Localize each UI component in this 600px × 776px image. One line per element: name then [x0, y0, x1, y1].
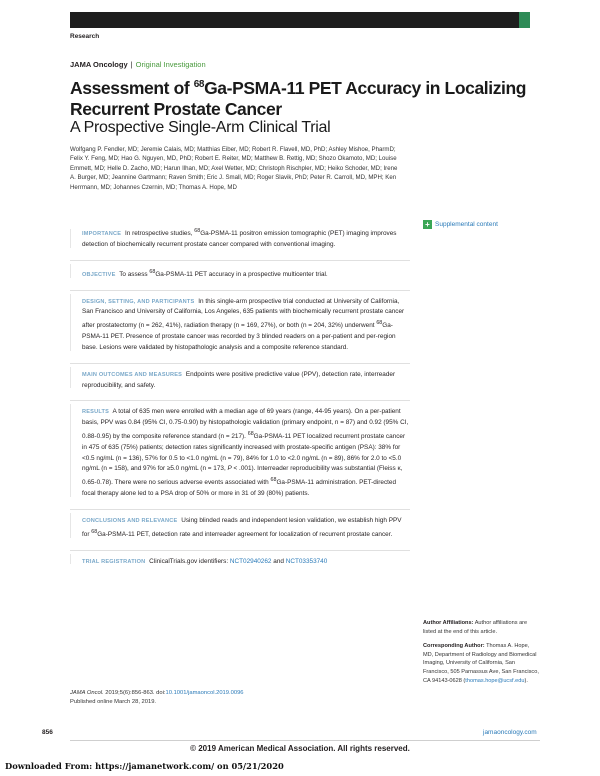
title-part: Ga-PSMA-11 PET Accuracy in Localizing: [204, 77, 527, 98]
email-link[interactable]: thomas.hope@ucsf.edu: [465, 677, 525, 684]
header-bar: [70, 12, 530, 28]
abstract-text: < .001). Interreader reproducibility was substantial (Fleiss κ, 0.65-0.78). There were no serious adverse events associated with: [82, 465, 403, 487]
citation-journal: JAMA Oncol.: [70, 690, 104, 696]
doi-link[interactable]: 10.1001/jamaoncol.2019.0096: [165, 690, 244, 696]
footer-divider: [70, 740, 540, 741]
published-date: Published online March 28, 2019.: [70, 698, 157, 705]
abstract-text: In this single-arm prospective trial conducted at University of California, San Francisco and University of California, Los Angeles, 635 patients with biochemically recurrent prostate cancer after prostatectomy (n = 262, 41%), radiation therapy (n = 169, 27%), or both (n = 204, 32%) underwent: [82, 297, 405, 330]
abstract-text: Ga-PSMA-11 PET localized recurrent prostate cancer in 475 of 635 (75%) patients; detection rates significantly increased with prostate-specific antigen (PSA): 38% for <0.5 ng/mL (n = 136), 57% for 0.5 to <1.0 ng/mL (n = 79), 84% for 1.0 to <2.0 ng/mL (n = 89), 86% for 2.0 to <5.0 ng/mL (n = 158), and 97% for ≥5.0 ng/mL (n = 173,: [82, 433, 406, 473]
abstract-text: In retrospective studies,: [124, 230, 193, 238]
header-accent-tab: [519, 12, 530, 28]
abstract-text: and: [273, 557, 284, 565]
abstract-text: A total of 635 men were enrolled with a median age of 69 years (range, 44-95 years). On a per-patient basis, PPV was 0.84 (95% CI, 0.75-0.90) by histopathologic validation (primary endpoint, n = 87) and 0.92 (95% CI, 0.88-0.95) by the composite reference standard (n = 217).: [82, 408, 409, 441]
title-sup: 68: [193, 79, 205, 90]
importance-label: IMPORTANCE: [82, 231, 122, 238]
abstract-text: Ga-PSMA-11 administration. PET-directed focal therapy alone led to a PSA drop of 50% or more in 31 of 39 (80%) patients.: [82, 479, 397, 498]
abstract-importance: [70, 226, 410, 251]
corresponding-author: [423, 642, 541, 685]
article-subtitle: A Prospective Single-Arm Clinical Trial: [70, 119, 331, 136]
abstract-sup: 68: [194, 228, 201, 234]
affiliations-note: [423, 619, 541, 636]
citation: [70, 689, 370, 706]
abstract-sup: 68: [247, 430, 254, 437]
abstract-text: Ga-PSMA-11 PET, detection rate and interreader agreement for localization of recurrent prostate cancer.: [97, 530, 393, 538]
author-affiliations: [423, 619, 541, 691]
abstract-results: [70, 400, 410, 500]
abstract-sup: 68: [91, 528, 98, 535]
page-number: 856: [42, 729, 53, 736]
abstract-conclusions: [70, 509, 410, 541]
title-part: Assessment of: [70, 77, 194, 98]
corresponding-text: Thomas A. Hope, MD, Department of Radiology and Biomedical Imaging, University of California, San Francisco, 505 Parnassus Ave, San Francisco, CA 94143-0628 (: [423, 643, 539, 684]
abstract-text: ClinicalTrials.gov identifiers:: [149, 557, 229, 565]
citation-details: 2019;5(6):856-863. doi:: [105, 690, 166, 696]
abstract-text: Endpoints were positive predictive value (PPV), detection rate, interreader reproducibility, and safety.: [82, 370, 396, 389]
abstract-design: [70, 290, 410, 354]
trial-id-link-2[interactable]: NCT03353740: [285, 557, 328, 565]
title-line2: Recurrent Prostate Cancer: [70, 98, 282, 119]
author-list: Wolfgang P. Fendler, MD; Jeremie Calais, MD; Matthias Eiber, MD; Robert R. Flavell, MD, PhD; Ashley Mishoe, PharmD; Felix Y. Feng, MD; Hao G. Nguyen, MD, PhD; Robert E. Reiter, MD; Matthew B. Rettig, MD; Shozo Okamoto, MD; Louise Emmett, MD; Helle D. Zacho, MD; Harun Ilhan, MD; Axel Wetter, MD; Christoph Rischpler, MD; Heiko Schoder, MD; Irene A. Burger, MD; Jeannine Gartmann; Raven Smith; Eric J. Small, MD; Roger Slavik, PhD; Peter R. Carroll, MD, MPH; Ken Herrmann, MD; Johannes Czernin, MD; Thomas A. Hope, MD: [70, 146, 398, 191]
abstract-text: To assess: [119, 270, 148, 278]
section-label: Research: [70, 33, 100, 40]
article-title: [70, 74, 540, 120]
affiliations-label: Author Affiliations:: [423, 620, 474, 626]
affiliations-text: Author affiliations are listed at the end of this article.: [423, 620, 528, 635]
abstract: [70, 226, 410, 576]
corresponding-text-end: ).: [524, 677, 528, 684]
abstract-sup: 68: [270, 477, 277, 484]
copyright-notice: © 2019 American Medical Association. All rights reserved.: [190, 744, 410, 753]
corresponding-label: Corresponding Author:: [423, 643, 485, 650]
journal-separator: |: [130, 60, 133, 69]
abstract-text: Ga-PSMA-11 PET. Presence of prostate cancer was recorded by 3 blinded readers on a per-patient and per-region base. Lesions were validated by histopathologic analysis and a composite reference standard.: [82, 322, 396, 351]
outcomes-label: MAIN OUTCOMES AND MEASURES: [82, 371, 183, 378]
abstract-text: Using blinded reads and independent lesion validation, we establish high PPV for: [82, 516, 402, 538]
abstract-sup: 68: [149, 268, 156, 275]
supplemental-label: Supplemental content: [435, 221, 498, 229]
site-link[interactable]: jamaoncology.com: [483, 729, 537, 736]
abstract-text: Ga-PSMA-11 PET accuracy in a prospective multicenter trial.: [155, 270, 328, 278]
article-type: Original Investigation: [135, 60, 206, 69]
abstract-outcomes: [70, 363, 410, 392]
plus-icon: +: [423, 220, 432, 229]
abstract-registration: [70, 550, 410, 568]
download-stamp: Downloaded From: https://jamanetwork.com/ on 05/21/2020: [5, 761, 284, 771]
conclusions-label: CONCLUSIONS AND RELEVANCE: [82, 517, 178, 524]
results-label: RESULTS: [82, 409, 110, 416]
registration-label: TRIAL REGISTRATION: [82, 558, 146, 565]
supplemental-content-link[interactable]: [423, 220, 498, 229]
abstract-sup: 68: [376, 320, 383, 327]
trial-id-link-1[interactable]: NCT02940262: [229, 557, 272, 565]
abstract-objective: [70, 260, 410, 281]
design-label: DESIGN, SETTING, AND PARTICIPANTS: [82, 298, 195, 305]
journal-name: JAMA Oncology: [70, 60, 128, 69]
journal-line: [70, 60, 206, 69]
p-value-symbol: P: [227, 465, 232, 473]
abstract-text: Ga-PSMA-11 positron emission tomographic (PET) imaging improves detection of biochemically recurrent prostate cancer compared with conventional imaging.: [82, 230, 397, 248]
objective-label: OBJECTIVE: [82, 271, 116, 278]
